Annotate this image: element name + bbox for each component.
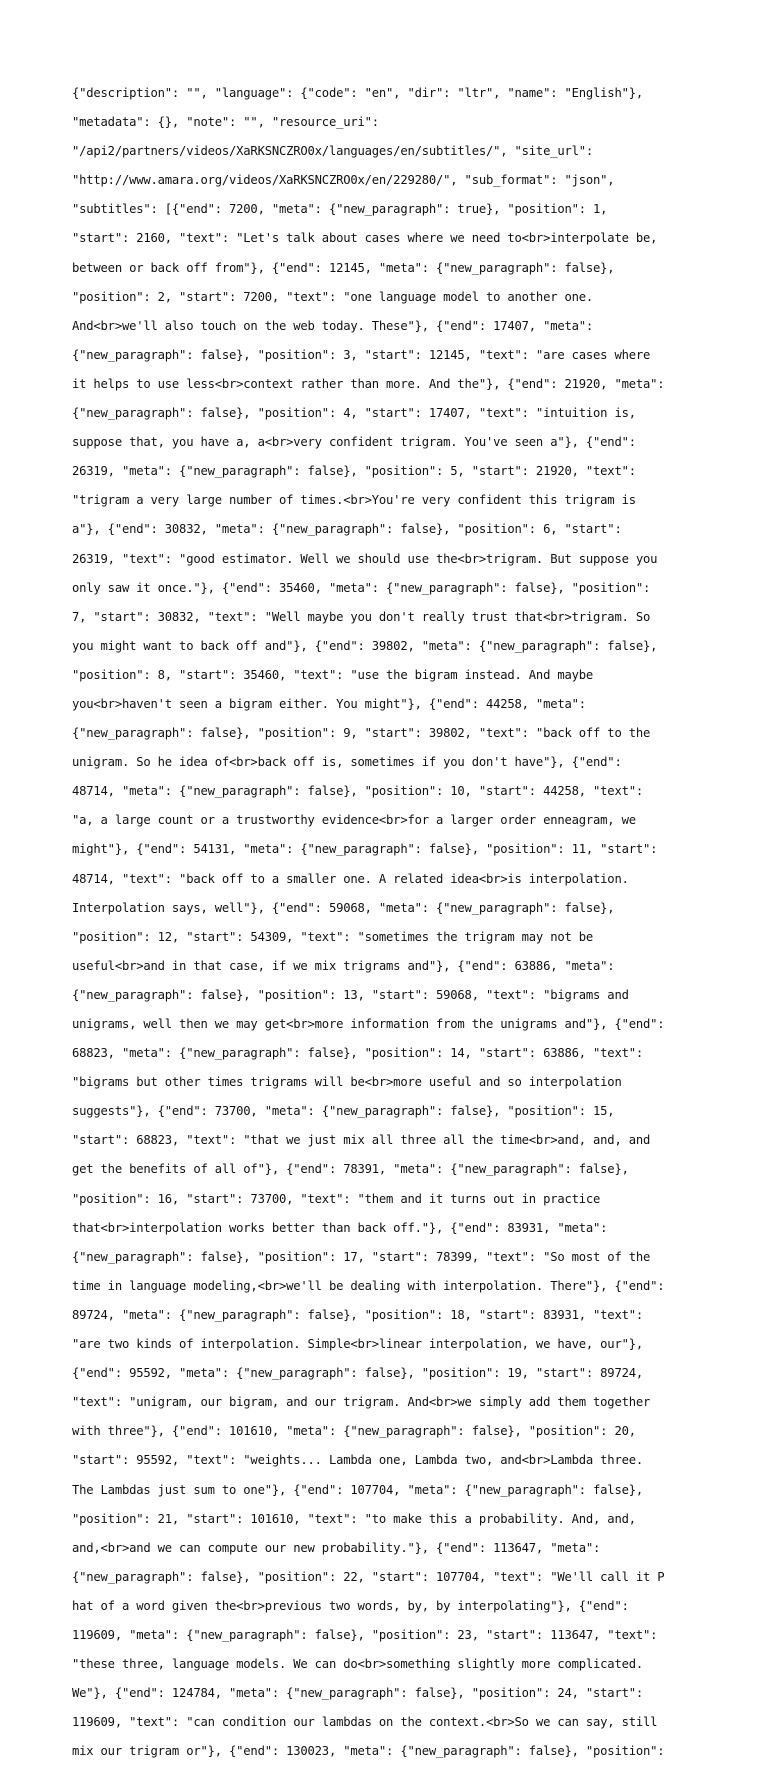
text-line: useful<br>and in that case, if we mix trigrams and"}, {"end": 63886, "meta":	[72, 958, 615, 973]
text-line: Interpolation says, well"}, {"end": 59068, "meta": {"new_paragraph": false},	[72, 900, 615, 915]
text-line: you might want to back off and"}, {"end": 39802, "meta": {"new_paragraph": false},	[72, 638, 658, 653]
text-line: "position": 2, "start": 7200, "text": "one language model to another one.	[72, 289, 594, 304]
text-line: "http://www.amara.org/videos/XaRKSNCZRO0x/en/229280/", "sub_format": "json",	[72, 173, 615, 188]
text-line: a"}, {"end": 30832, "meta": {"new_paragraph": false}, "position": 6, "start":	[72, 522, 622, 537]
text-line: {"new_paragraph": false}, "position": 3, "start": 12145, "text": "are cases where	[72, 347, 651, 362]
text-line: "are two kinds of interpolation. Simple<br>linear interpolation, we have, our"},	[72, 1337, 643, 1352]
text-line: And<br>we'll also touch on the web today. These"}, {"end": 17407, "meta":	[72, 318, 594, 333]
text-line: {"new_paragraph": false}, "position": 17, "start": 78399, "text": "So most of the	[72, 1249, 651, 1264]
text-line: 119609, "text": "can condition our lambdas on the context.<br>So we can say, still	[72, 1715, 658, 1730]
text-line: "start": 68823, "text": "that we just mix all three all the time<br>and, and, and	[72, 1133, 651, 1148]
text-line: {"end": 95592, "meta": {"new_paragraph": false}, "position": 19, "start": 89724,	[72, 1366, 643, 1381]
text-line: get the benefits of all of"}, {"end": 78391, "meta": {"new_paragraph": false},	[72, 1162, 629, 1177]
text-line: 89724, "meta": {"new_paragraph": false}, "position": 18, "start": 83931, "text":	[72, 1307, 643, 1322]
text-line: suppose that, you have a, a<br>very confident trigram. You've seen a"}, {"end":	[72, 435, 636, 450]
text-line: only saw it once."}, {"end": 35460, "meta": {"new_paragraph": false}, "position":	[72, 580, 651, 595]
text-line: "a, a large count or a trustworthy evidence<br>for a larger order enneagram, we	[72, 813, 636, 828]
text-line: between or back off from"}, {"end": 12145, "meta": {"new_paragraph": false},	[72, 260, 615, 275]
text-line: "position": 8, "start": 35460, "text": "use the bigram instead. And maybe	[72, 667, 594, 682]
text-line: {"new_paragraph": false}, "position": 13, "start": 59068, "text": "bigrams and	[72, 987, 629, 1002]
text-line: that<br>interpolation works better than back off."}, {"end": 83931, "meta":	[72, 1220, 608, 1235]
text-line: 7, "start": 30832, "text": "Well maybe you don't really trust that<br>trigram. So	[72, 609, 651, 624]
text-line: unigram. So he idea of<br>back off is, sometimes if you don't have"}, {"end":	[72, 755, 622, 770]
text-line: 48714, "text": "back off to a smaller one. A related idea<br>is interpolation.	[72, 871, 629, 886]
text-line: hat of a word given the<br>previous two words, by, by interpolating"}, {"end":	[72, 1598, 629, 1613]
text-line: you<br>haven't seen a bigram either. You might"}, {"end": 44258, "meta":	[72, 696, 586, 711]
text-line: time in language modeling,<br>we'll be dealing with interpolation. There"}, {"end":	[72, 1278, 665, 1293]
json-text-block	[72, 86, 704, 1773]
text-line: "position": 12, "start": 54309, "text": "sometimes the trigram may not be	[72, 929, 594, 944]
text-line: mix our trigram or"}, {"end": 130023, "meta": {"new_paragraph": false}, "position":	[72, 1744, 665, 1759]
text-line: "bigrams but other times trigrams will be<br>more useful and so interpolation	[72, 1075, 622, 1090]
text-line: "position": 16, "start": 73700, "text": "them and it turns out in practice	[72, 1191, 601, 1206]
text-line: {"new_paragraph": false}, "position": 22, "start": 107704, "text": "We'll call it P	[72, 1569, 665, 1584]
text-line: it helps to use less<br>context rather than more. And the"}, {"end": 21920, "meta":	[72, 376, 665, 391]
text-line: {"description": "", "language": {"code": "en", "dir": "ltr", "name": "English"},	[72, 86, 643, 100]
text-line: suggests"}, {"end": 73700, "meta": {"new_paragraph": false}, "position": 15,	[72, 1104, 615, 1119]
text-line: "/api2/partners/videos/XaRKSNCZRO0x/languages/en/subtitles/", "site_url":	[72, 144, 594, 159]
text-line: {"new_paragraph": false}, "position": 9, "start": 39802, "text": "back off to the	[72, 726, 651, 741]
text-line: 48714, "meta": {"new_paragraph": false}, "position": 10, "start": 44258, "text":	[72, 784, 643, 799]
text-line: The Lambdas just sum to one"}, {"end": 107704, "meta": {"new_paragraph": false},	[72, 1482, 643, 1497]
text-line: "metadata": {}, "note": "", "resource_uri":	[72, 115, 379, 130]
text-line: 26319, "meta": {"new_paragraph": false}, "position": 5, "start": 21920, "text":	[72, 464, 636, 479]
text-line: We"}, {"end": 124784, "meta": {"new_paragraph": false}, "position": 24, "start":	[72, 1686, 643, 1701]
text-line: unigrams, well then we may get<br>more information from the unigrams and"}, {"end":	[72, 1017, 665, 1031]
text-line: "these three, language models. We can do<br>something slightly more complicated.	[72, 1657, 643, 1672]
text-line: might"}, {"end": 54131, "meta": {"new_paragraph": false}, "position": 11, "start":	[72, 842, 658, 857]
text-line: "trigram a very large number of times.<br>You're very confident this trigram is	[72, 493, 636, 508]
text-line: 68823, "meta": {"new_paragraph": false}, "position": 14, "start": 63886, "text":	[72, 1046, 643, 1061]
text-line: 119609, "meta": {"new_paragraph": false}, "position": 23, "start": 113647, "text":	[72, 1627, 658, 1642]
text-line: with three"}, {"end": 101610, "meta": {"new_paragraph": false}, "position": 20,	[72, 1424, 636, 1439]
text-line: "start": 2160, "text": "Let's talk about cases where we need to<br>interpolate be,	[72, 231, 658, 246]
text-line: 26319, "text": "good estimator. Well we should use the<br>trigram. But suppose you	[72, 551, 658, 566]
text-line: "subtitles": [{"end": 7200, "meta": {"new_paragraph": true}, "position": 1,	[72, 202, 608, 217]
text-line: "text": "unigram, our bigram, and our trigram. And<br>we simply add them together	[72, 1395, 651, 1410]
text-line: "position": 21, "start": 101610, "text": "to make this a probability. And, and,	[72, 1511, 636, 1526]
text-line: {"new_paragraph": false}, "position": 4, "start": 17407, "text": "intuition is,	[72, 406, 636, 421]
text-line: "start": 95592, "text": "weights... Lambda one, Lambda two, and<br>Lambda three.	[72, 1453, 643, 1468]
text-line: and,<br>and we can compute our new probability."}, {"end": 113647, "meta":	[72, 1540, 601, 1555]
